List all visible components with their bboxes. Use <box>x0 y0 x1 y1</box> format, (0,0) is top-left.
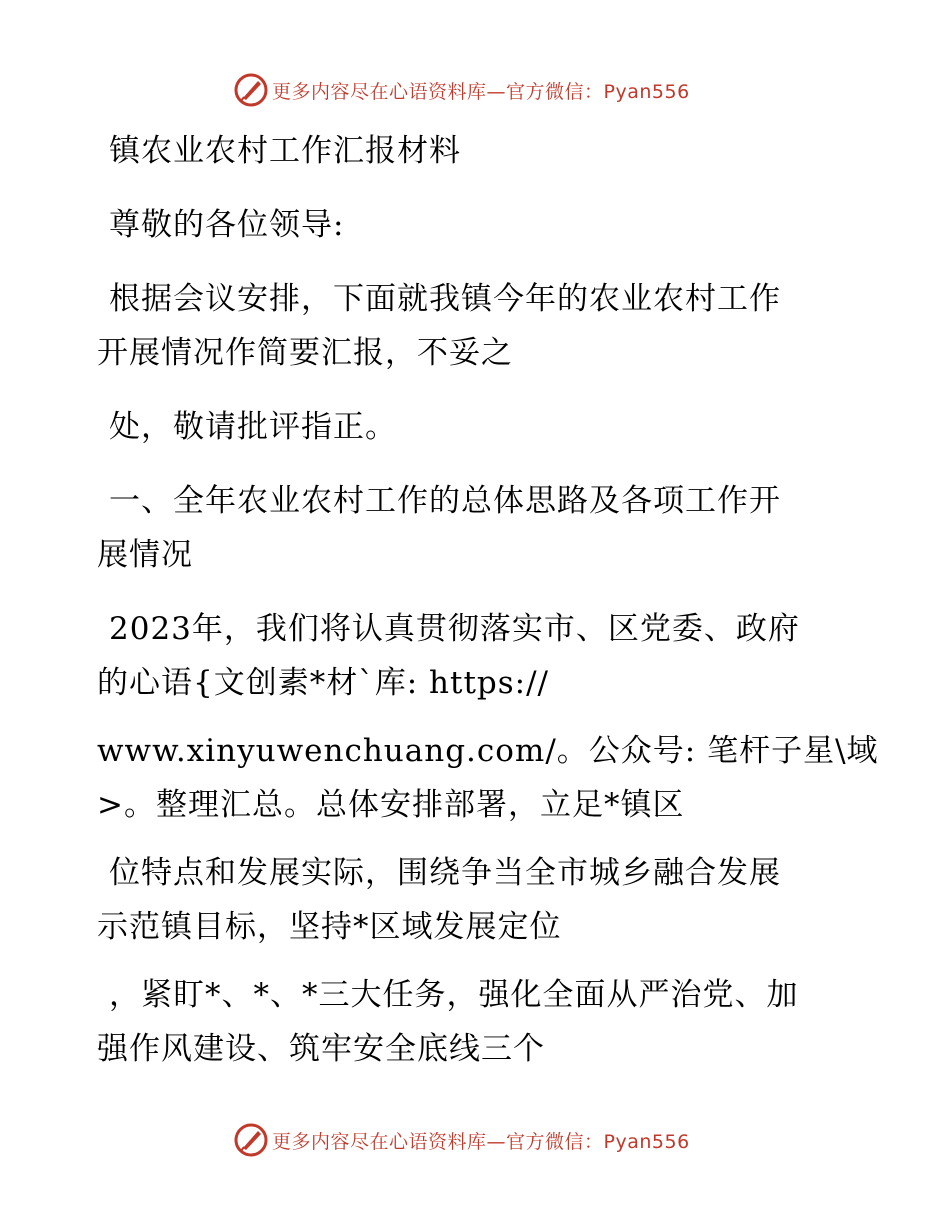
paragraph-line: 开展情况作简要汇报，不妥之 <box>97 335 513 371</box>
header-banner <box>234 72 690 108</box>
paragraph-line: 根据会议安排，下面就我镇今年的农业农村工作 <box>109 281 781 317</box>
footer-banner <box>234 1122 690 1158</box>
quill-pen-logo-icon <box>234 1123 268 1157</box>
section-heading: 展情况 <box>97 537 193 573</box>
salutation: 尊敬的各位领导: <box>109 207 345 243</box>
banner-text: 更多内容尽在心语资料库—官方微信： <box>272 1130 604 1153</box>
paragraph-line: ，紧盯*、*、*三大任务，强化全面从严治党、加 <box>109 977 799 1013</box>
paragraph-line: 强作风建设、筑牢安全底线三个 <box>97 1031 545 1067</box>
quill-pen-logo-icon <box>234 73 268 107</box>
section-heading: 一、全年农业农村工作的总体思路及各项工作开 <box>109 483 781 519</box>
paragraph-line: 的心语{文创素*材`库: https:// <box>97 665 549 701</box>
paragraph-line: 处，敬请批评指正。 <box>109 409 397 445</box>
paragraph-line: 示范镇目标，坚持*区域发展定位 <box>97 909 562 945</box>
paragraph-line: 位特点和发展实际，围绕争当全市城乡融合发展 <box>109 855 781 891</box>
document-body <box>97 124 879 1076</box>
paragraph-line: www.xinyuwenchuang.com/。公众号: 笔杆子星\域 <box>97 733 879 769</box>
banner-text: 更多内容尽在心语资料库—官方微信： <box>272 80 604 103</box>
paragraph-line: >。整理汇总。总体安排部署，立足*镇区 <box>97 787 685 823</box>
banner-wechat-id: Pyan556 <box>603 80 690 103</box>
paragraph-line: 2023年，我们将认真贯彻落实市、区党委、政府 <box>109 611 800 647</box>
document-title: 镇农业农村工作汇报材料 <box>109 133 461 169</box>
banner-wechat-id: Pyan556 <box>603 1130 690 1153</box>
